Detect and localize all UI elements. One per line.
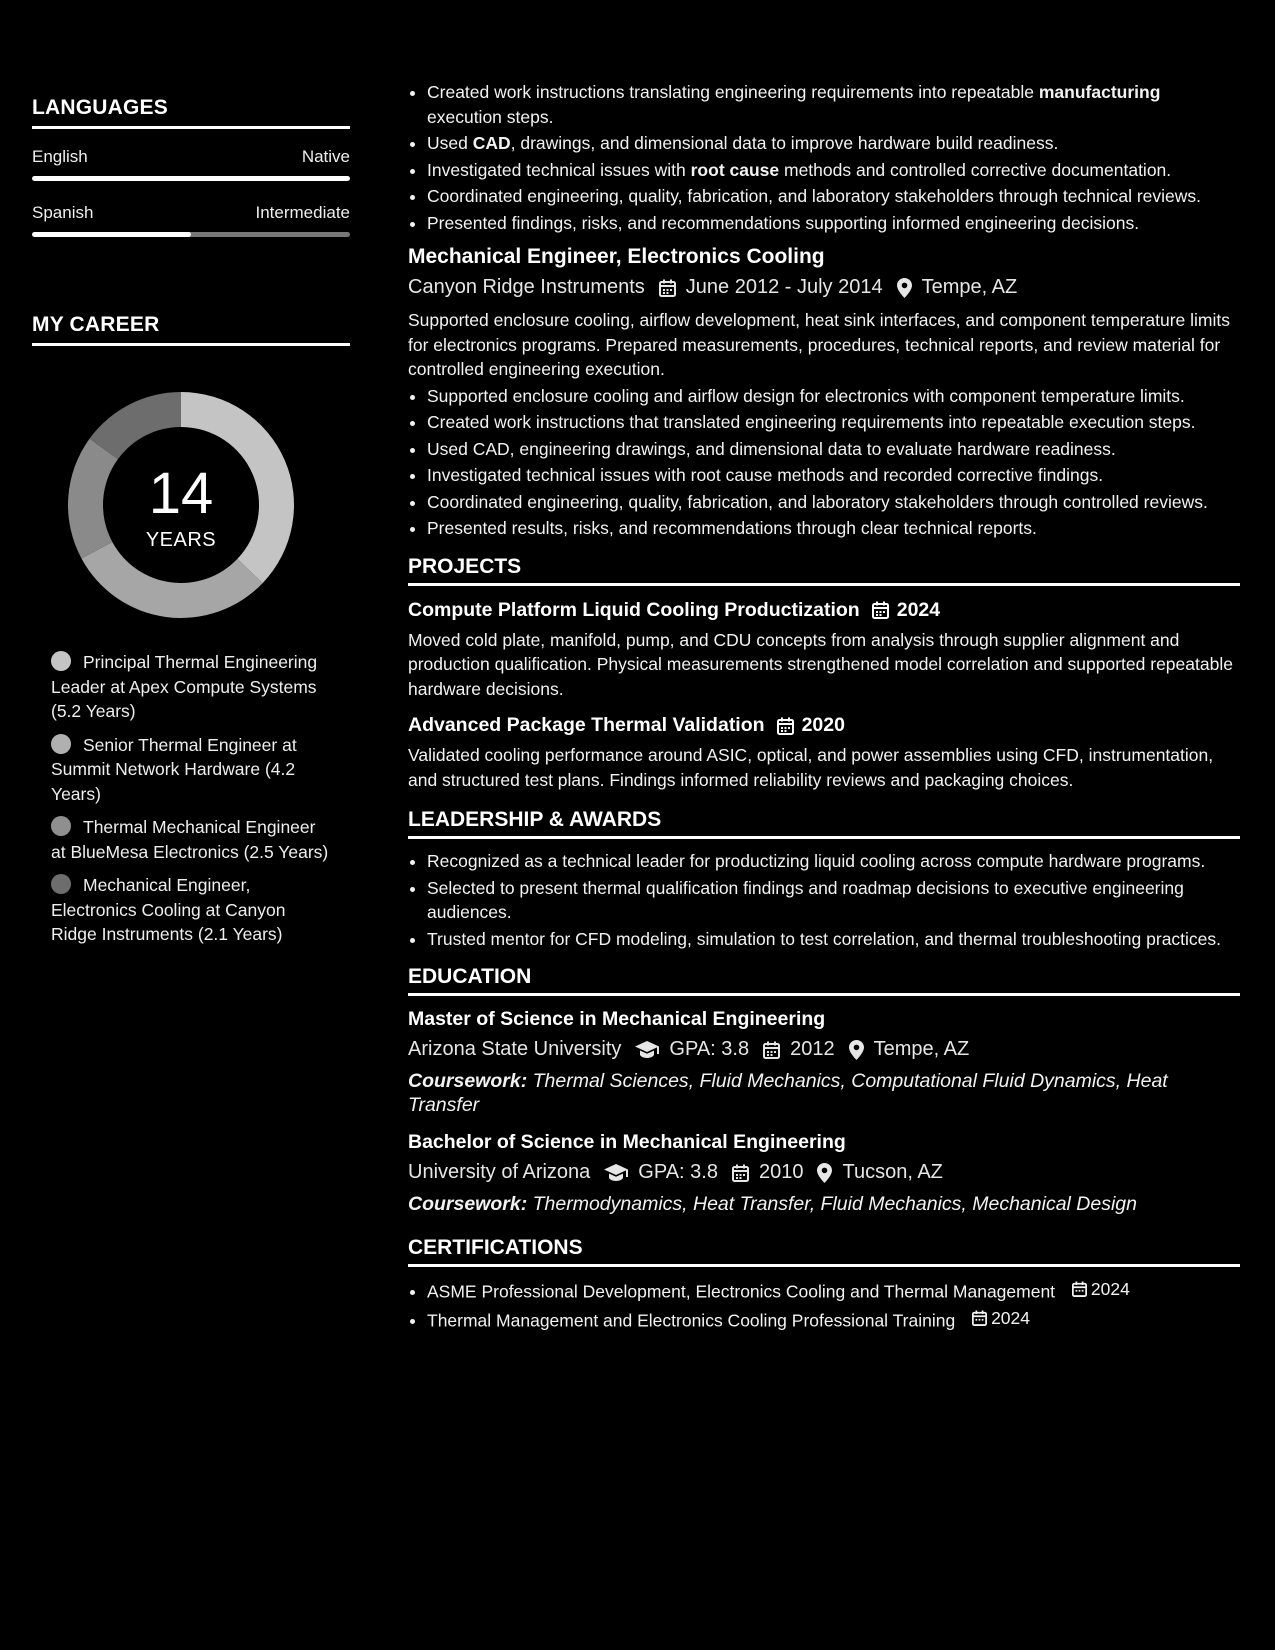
bullet-item: • Recognized as a technical leader for productizing liquid cooling across compute hardware programs. (427, 849, 1240, 874)
certification-name: ASME Professional Development, Electronics Cooling and Thermal Management (427, 1281, 1056, 1302)
certification-item (427, 1306, 1240, 1333)
bullet-item: • Used CAD, engineering drawings, and dimensional data to evaluate hardware readiness. (427, 437, 1240, 462)
location-pin-icon (849, 1040, 864, 1060)
education-entry (408, 1131, 1240, 1216)
education-entry (408, 1008, 1240, 1117)
bullet-item: • Presented findings, risks, and recommendations supporting informed engineering decisions. (427, 211, 1240, 236)
career-item (51, 873, 331, 947)
language-proficiency-fill (32, 176, 350, 181)
calendar-icon (732, 1164, 749, 1182)
bullet-item: • Created work instructions that translated engineering requirements into repeatable execution steps. (427, 410, 1240, 435)
job-meta (408, 276, 1240, 299)
graduation-cap-icon (604, 1164, 628, 1181)
bullet-item: • Presented results, risks, and recommendations through clear technical reports. (427, 516, 1240, 541)
career-item (51, 650, 331, 724)
projects-title: PROJECTS (408, 555, 1240, 586)
bullet-item: • Trusted mentor for CFD modeling, simulation to test correlation, and thermal troubleshooting practices. (427, 927, 1240, 952)
career-item-text: Thermal Mechanical Engineer at BlueMesa Electronics (2.5 Years) (51, 817, 329, 862)
project-entry (408, 714, 1240, 792)
career-dot-icon (51, 734, 71, 754)
career-total-years: 14 (148, 460, 214, 526)
bullet-item: • Coordinated engineering, quality, fabrication, and laboratory stakeholders through technical reviews. (427, 184, 1240, 209)
school-name: Arizona State University (408, 1038, 622, 1060)
career-donut-chart (66, 390, 296, 620)
job-location: Tempe, AZ (921, 276, 1018, 298)
project-description: Moved cold plate, manifold, pump, and CDU concepts from analysis through supplier alignment and production qualification. Physical measurements strengthened model correlation and supported repeatable hardware decisions. (408, 629, 1233, 699)
languages-title: LANGUAGES (32, 96, 350, 129)
previous-job-bullets (408, 80, 1240, 235)
career-item-text: Principal Thermal Engineering Leader at Apex Compute Systems (5.2 Years) (51, 652, 318, 721)
education-meta (408, 1038, 1240, 1061)
sidebar (32, 96, 350, 956)
main-content (408, 80, 1240, 1335)
location-pin-icon (817, 1163, 832, 1183)
career-title: MY CAREER (32, 313, 350, 346)
language-level: Native (301, 147, 350, 166)
project-entry (408, 599, 1240, 702)
career-dot-icon (51, 816, 71, 836)
calendar-icon (763, 1041, 780, 1059)
certifications-list (408, 1277, 1240, 1333)
gpa: GPA: 3.8 (669, 1038, 750, 1060)
career-item (51, 733, 331, 807)
career-item (51, 815, 331, 864)
certification-item (427, 1277, 1240, 1304)
school-name: University of Arizona (408, 1161, 591, 1183)
job-title: Mechanical Engineer, Electronics Cooling (408, 245, 825, 268)
job-summary: Supported enclosure cooling, airflow development, heat sink interfaces, and component temperature limits for electronics programs. Prepared measurements, procedures, technical reports, and review material for controlled engineering execution. (408, 310, 1230, 379)
degree-title: Master of Science in Mechanical Engineering (408, 1008, 826, 1030)
bullet-item: • Selected to present thermal qualification findings and roadmap decisions to executive engineering audiences. (427, 876, 1240, 925)
leadership-title: LEADERSHIP & AWARDS (408, 808, 1240, 839)
coursework: Coursework: Thermodynamics, Heat Transfer, Fluid Mechanics, Mechanical Design (408, 1193, 1138, 1215)
graduation-cap-icon (635, 1041, 659, 1058)
certification-year: 2024 (1090, 1279, 1130, 1299)
degree-title: Bachelor of Science in Mechanical Engineering (408, 1131, 846, 1153)
language-name: Spanish (32, 203, 94, 222)
job-dates: June 2012 - July 2014 (685, 276, 883, 298)
school-location: Tucson, AZ (842, 1161, 943, 1183)
leadership-list (408, 849, 1240, 951)
language-item (32, 147, 350, 181)
career-item-text: Senior Thermal Engineer at Summit Network Hardware (4.2 Years) (51, 734, 297, 804)
project-name: Advanced Package Thermal Validation (408, 714, 765, 736)
graduation-year: 2010 (758, 1161, 804, 1183)
language-level: Intermediate (255, 203, 350, 222)
career-dot-icon (51, 874, 71, 894)
bullet-item: • Investigated technical issues with root cause methods and recorded corrective findings. (427, 463, 1240, 488)
bullet-item: • Created work instructions translating engineering requirements into repeatable manufacturing execution steps. (427, 80, 1240, 129)
school-location: Tempe, AZ (873, 1038, 970, 1060)
calendar-icon (777, 717, 794, 735)
education-title: EDUCATION (408, 965, 1240, 996)
calendar-icon (1072, 1281, 1087, 1297)
bullet-item: • Coordinated engineering, quality, fabrication, and laboratory stakeholders through controlled reviews. (427, 490, 1240, 515)
gpa: GPA: 3.8 (638, 1161, 718, 1183)
coursework: Coursework: Thermal Sciences, Fluid Mechanics, Computational Fluid Dynamics, Heat Transfer (408, 1070, 1168, 1116)
bullet-item: • Supported enclosure cooling and airflow design for electronics with component temperature limits. (427, 384, 1240, 409)
bullet-item: • Investigated technical issues with root cause methods and controlled corrective documentation. (427, 158, 1240, 183)
career-item-text: Mechanical Engineer, Electronics Cooling at Canyon Ridge Instruments (2.1 Years) (51, 875, 286, 944)
project-name: Compute Platform Liquid Cooling Productization (408, 598, 860, 621)
language-proficiency-bar (32, 232, 350, 237)
education-meta (408, 1161, 1240, 1184)
career-years-label: YEARS (145, 528, 217, 551)
certification-name: Thermal Management and Electronics Cooling Professional Training (427, 1310, 956, 1330)
language-name: English (32, 147, 88, 166)
location-pin-icon (897, 278, 912, 298)
language-item (32, 203, 350, 237)
project-year: 2020 (801, 714, 845, 736)
project-year: 2024 (896, 598, 941, 621)
language-proficiency-bar (32, 176, 350, 181)
job-entry (408, 245, 1240, 541)
calendar-icon (659, 279, 676, 297)
certification-year: 2024 (991, 1307, 1030, 1328)
language-proficiency-fill (32, 232, 191, 237)
calendar-icon (872, 601, 889, 619)
career-list (51, 650, 331, 947)
bullet-item: • Used CAD, drawings, and dimensional data to improve hardware build readiness. (427, 131, 1240, 156)
career-dot-icon (51, 651, 71, 671)
certifications-title: CERTIFICATIONS (408, 1236, 1240, 1267)
calendar-icon (972, 1310, 987, 1326)
graduation-year: 2012 (790, 1038, 835, 1060)
job-bullets (408, 384, 1240, 541)
job-company: Canyon Ridge Instruments (408, 276, 645, 298)
project-description: Validated cooling performance around ASIC, optical, and power assemblies using CFD, instrumentation, and structured test plans. Findings informed reliability reviews and packaging choices. (408, 745, 1214, 790)
